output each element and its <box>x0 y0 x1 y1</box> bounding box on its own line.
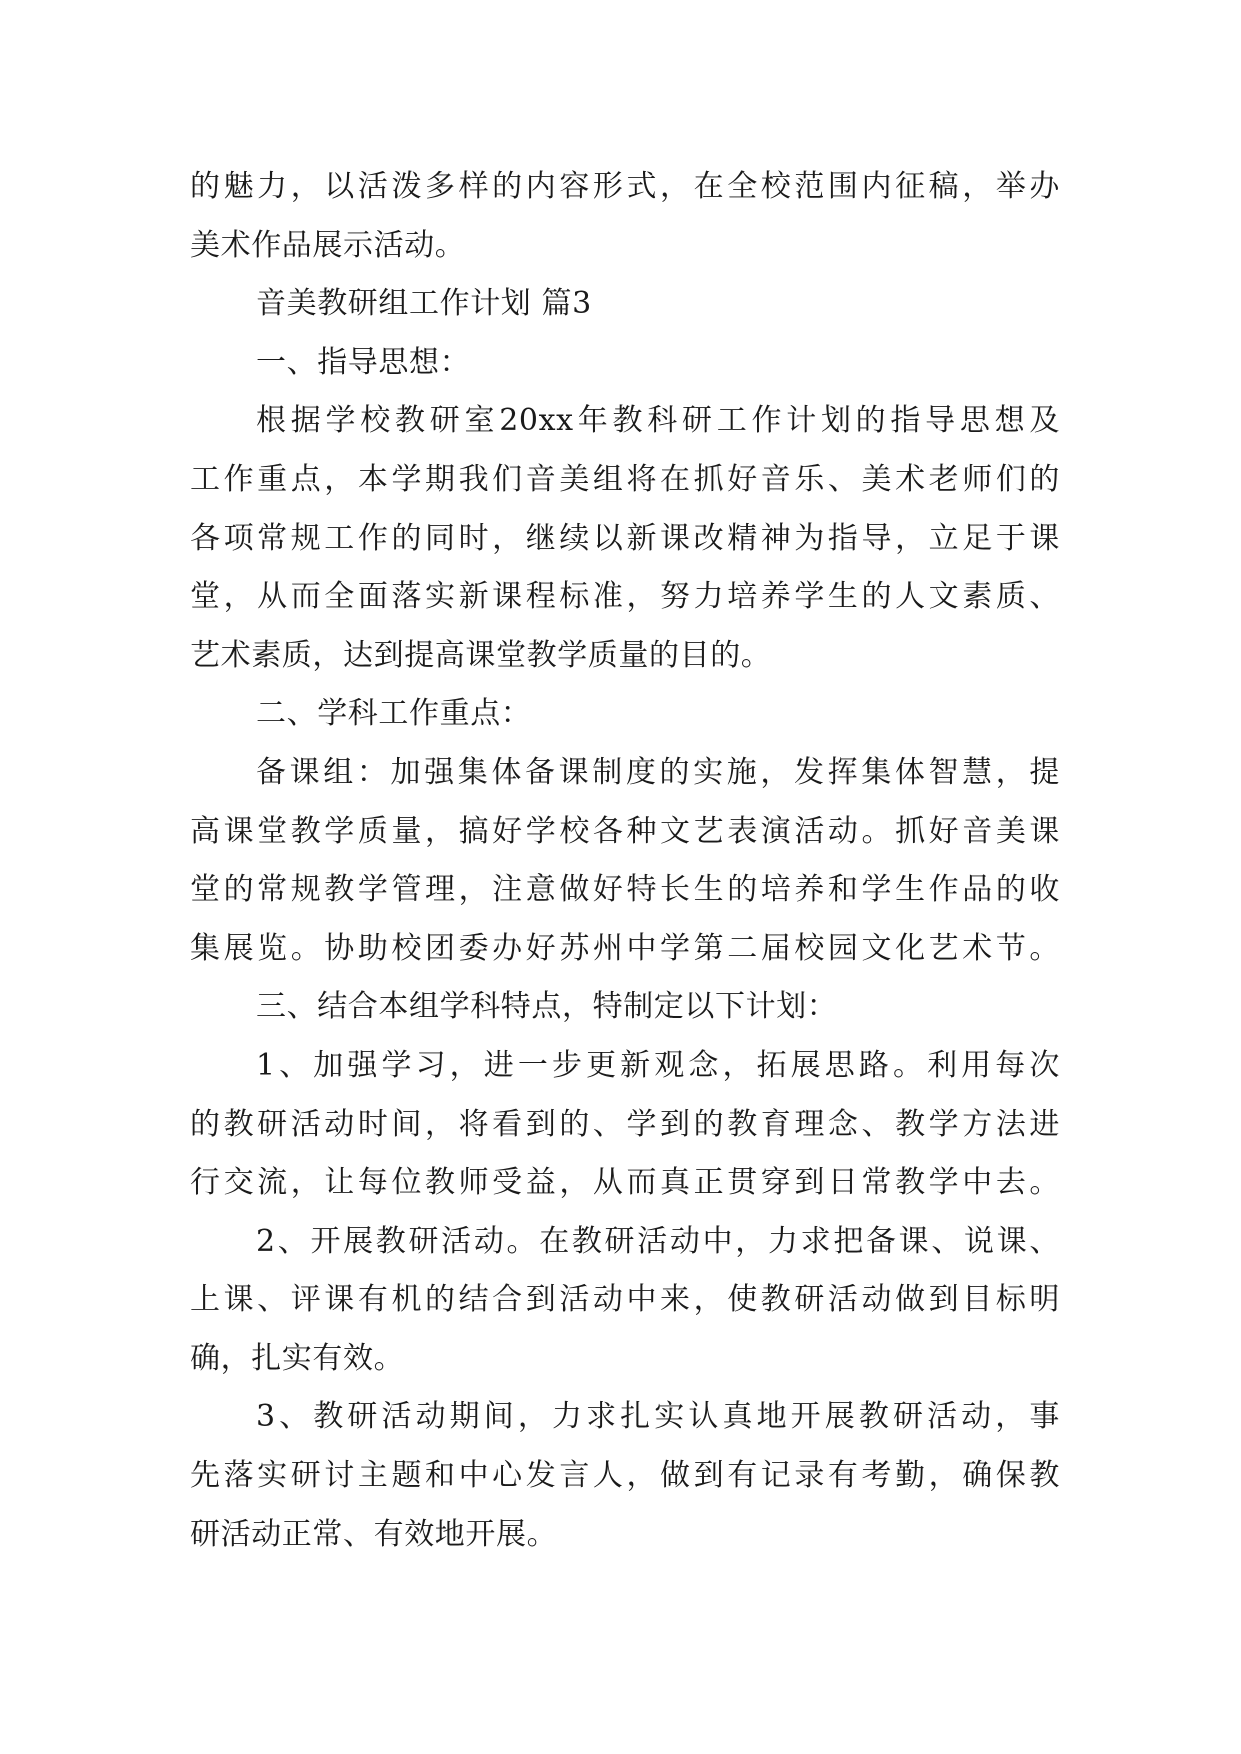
text-line: 先落实研讨主题和中心发言人，做到有记录有考勤，确保教 <box>190 1458 1060 1494</box>
text-line: 三、结合本组学科特点，特制定以下计划： <box>256 989 838 1025</box>
text-line: 的教研活动时间，将看到的、学到的教育理念、教学方法进 <box>190 1106 1060 1142</box>
text-line: 行交流，让每位教师受益，从而真正贯穿到日常教学中去。 <box>190 1165 1060 1201</box>
text-line: 工作重点，本学期我们音美组将在抓好音乐、美术老师们的 <box>190 461 1060 497</box>
text-line: 集展览。协助校团委办好苏州中学第二届校园文化艺术节。 <box>190 930 1060 966</box>
text-line: 的魅力，以活泼多样的内容形式，在全校范围内征稿，举办 <box>190 169 1060 204</box>
text-line: 艺术素质，达到提高课堂教学质量的目的。 <box>190 637 772 673</box>
text-line: 一、指导思想： <box>256 344 471 380</box>
text-line: 堂的常规教学管理，注意做好特长生的培养和学生作品的收 <box>190 872 1060 908</box>
text-line: 1、加强学习，进一步更新观念，拓展思路。利用每次 <box>256 1047 1060 1083</box>
text-line: 2、开展教研活动。在教研活动中，力求把备课、说课、 <box>256 1223 1060 1259</box>
text-line: 根据学校教研室20xx年教科研工作计划的指导思想及 <box>256 403 1060 439</box>
text-line: 堂，从而全面落实新课程标准，努力培养学生的人文素质、 <box>190 579 1060 615</box>
document-body <box>190 158 1060 1564</box>
text-line: 二、学科工作重点： <box>256 696 532 732</box>
text-line: 音美教研组工作计划 篇3 <box>256 286 592 322</box>
text-line: 美术作品展示活动。 <box>190 227 466 263</box>
text-line: 研活动正常、有效地开展。 <box>190 1516 558 1552</box>
text-line: 高课堂教学质量，搞好学校各种文艺表演活动。抓好音美课 <box>190 813 1060 849</box>
text-line: 上课、评课有机的结合到活动中来，使教研活动做到目标明 <box>190 1282 1060 1318</box>
text-line: 确，扎实有效。 <box>190 1340 405 1376</box>
text-line: 各项常规工作的同时，继续以新课改精神为指导，立足于课 <box>190 520 1060 556</box>
text-line: 备课组：加强集体备课制度的实施，发挥集体智慧，提 <box>256 754 1060 790</box>
text-line: 3、教研活动期间，力求扎实认真地开展教研活动，事 <box>256 1399 1060 1435</box>
